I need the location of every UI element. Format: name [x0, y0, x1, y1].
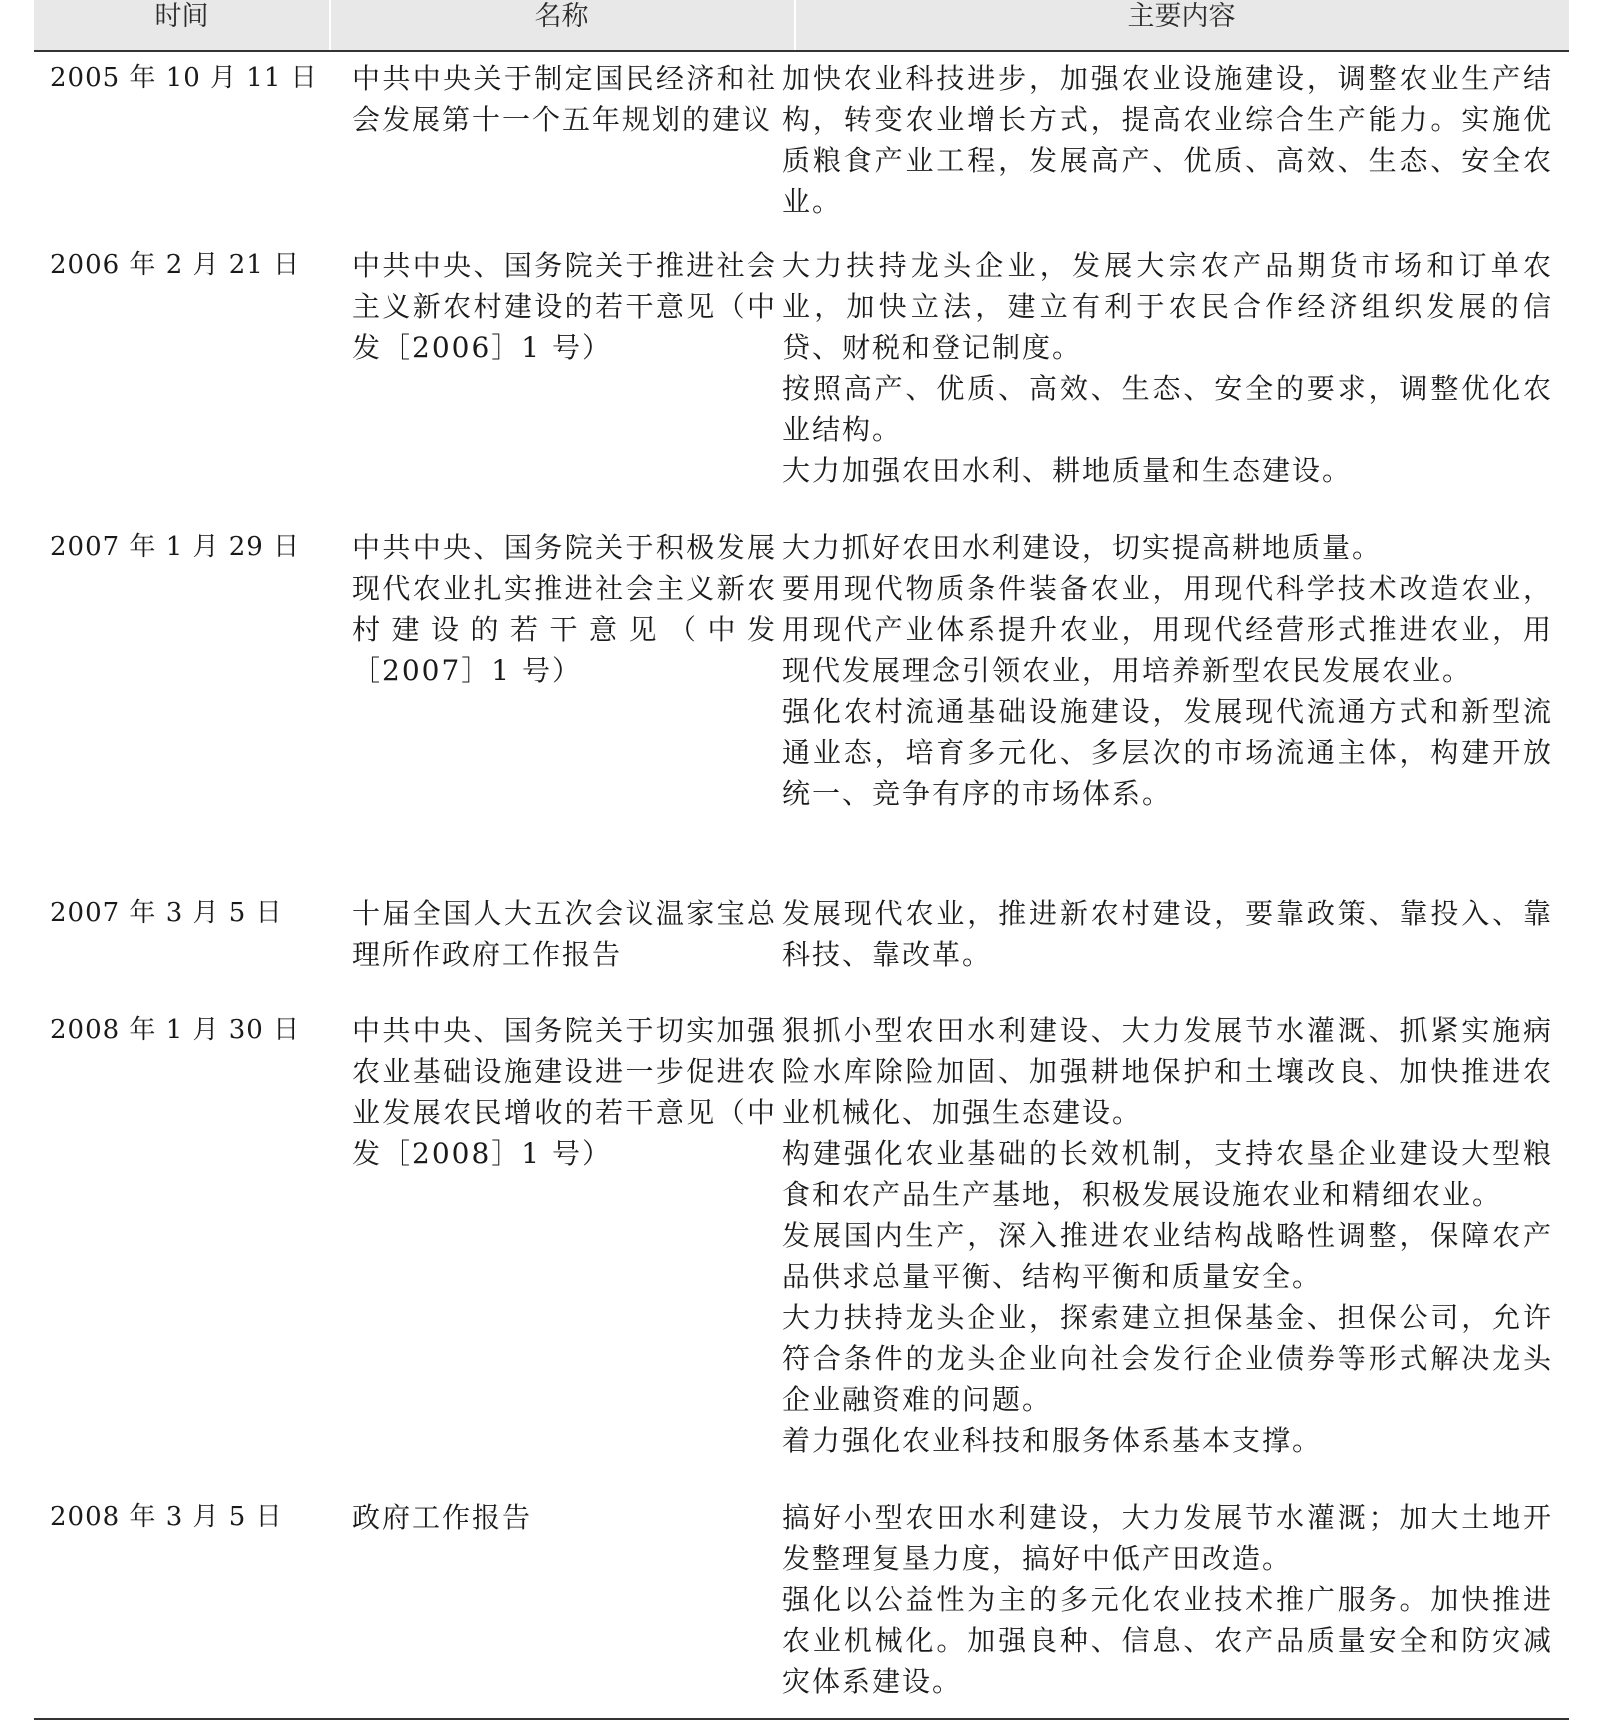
content-paragraph: 着力强化农业科技和服务体系基本支撑。 [782, 1424, 1323, 1457]
content-paragraph: 狠抓小型农田水利建设、大力发展节水灌溉、抓紧实施病险水库除险加固、加强耕地保护和土壤改良、加快推进农业机械化、加强生态建设。 [782, 1014, 1553, 1129]
row-name: 中共中央关于制定国民经济和社会发展第十一个五年规划的建议 [352, 62, 777, 136]
content-paragraph: 大力加强农田水利、耕地质量和生态建设。 [782, 454, 1353, 487]
content-paragraph: 构建强化农业基础的长效机制，支持农垦企业建设大型粮食和农产品生产基地，积极发展设施农业和精细农业。 [782, 1137, 1553, 1211]
row-date: 2007 年 3 月 5 日 [50, 898, 283, 928]
header-content: 主要内容 [1127, 1, 1236, 32]
row-content [782, 1497, 1553, 1702]
row-name: 中共中央、国务院关于切实加强农业基础设施建设进一步促进农业发展农民增收的若干意见（中发［2008］1 号） [352, 1014, 777, 1170]
table-header [34, 0, 1569, 52]
policy-table [34, 0, 1569, 1698]
row-name: 政府工作报告 [352, 1501, 533, 1534]
row-name: 中共中央、国务院关于推进社会主义新农村建设的若干意见（中发［2006］1 号） [352, 249, 777, 364]
row-content [782, 58, 1553, 222]
content-paragraph: 强化农村流通基础设施建设，发展现代流通方式和新型流通业态，培育多元化、多层次的市场流通主体，构建开放统一、竞争有序的市场体系。 [782, 695, 1553, 810]
row-date: 2008 年 3 月 5 日 [50, 1502, 283, 1532]
content-paragraph: 发展现代农业，推进新农村建设，要靠政策、靠投入、靠科技、靠改革。 [782, 897, 1553, 971]
content-paragraph: 加快农业科技进步，加强农业设施建设，调整农业生产结构，转变农业增长方式，提高农业综合生产能力。实施优质粮食产业工程，发展高产、优质、高效、生态、安全农业。 [782, 62, 1553, 218]
row-name: 十届全国人大五次会议温家宝总理所作政府工作报告 [352, 897, 777, 971]
content-paragraph: 发展国内生产，深入推进农业结构战略性调整，保障农产品供求总量平衡、结构平衡和质量安全。 [782, 1219, 1553, 1293]
row-content [782, 527, 1553, 814]
content-paragraph: 按照高产、优质、高效、生态、安全的要求，调整优化农业结构。 [782, 372, 1553, 446]
row-date: 2008 年 1 月 30 日 [50, 1015, 301, 1045]
content-paragraph: 大力扶持龙头企业，发展大宗农产品期货市场和订单农业，加快立法，建立有利于农民合作经济组织发展的信贷、财税和登记制度。 [782, 249, 1553, 364]
row-date: 2005 年 10 月 11 日 [50, 63, 318, 93]
row-content [782, 245, 1553, 491]
content-paragraph: 要用现代物质条件装备农业，用现代科学技术改造农业，用现代产业体系提升农业，用现代经营形式推进农业，用现代发展理念引领农业，用培养新型农民发展农业。 [782, 572, 1553, 687]
row-name: 中共中央、国务院关于积极发展现代农业扎实推进社会主义新农村建设的若干意见（中发［2007］1 号） [352, 531, 777, 687]
content-paragraph: 大力扶持龙头企业，探索建立担保基金、担保公司，允许符合条件的龙头企业向社会发行企业债券等形式解决龙头企业融资难的问题。 [782, 1301, 1553, 1416]
header-date: 时间 [154, 1, 209, 32]
content-paragraph: 搞好小型农田水利建设，大力发展节水灌溉；加大土地开发整理复垦力度，搞好中低产田改造。 [782, 1501, 1553, 1575]
header-name: 名称 [534, 1, 589, 32]
row-date: 2007 年 1 月 29 日 [50, 532, 301, 562]
row-content [782, 1010, 1553, 1461]
content-paragraph: 强化以公益性为主的多元化农业技术推广服务。加快推进农业机械化。加强良种、信息、农产品质量安全和防灾减灾体系建设。 [782, 1583, 1553, 1698]
row-date: 2006 年 2 月 21 日 [50, 250, 301, 280]
row-content [782, 893, 1553, 975]
content-paragraph: 大力抓好农田水利建设，切实提高耕地质量。 [782, 531, 1383, 564]
table-bottom-rule [34, 1718, 1569, 1720]
